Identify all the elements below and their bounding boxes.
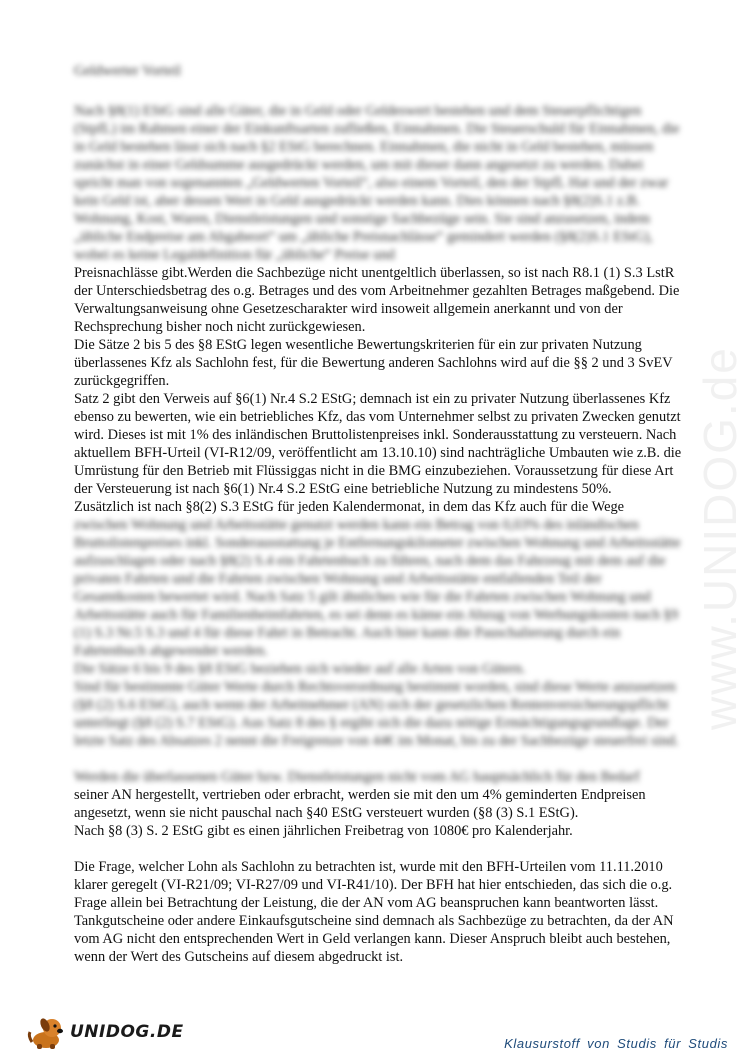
paragraph-bewertungskriterien: Die Sätze 2 bis 5 des §8 EStG legen wesentliche Bewertungskriterien für ein zur privaten Nutzung überlassenes Kfz als Sachlohn fest, für die Bewertung anderen Sachlohns wird auf die §§ 2 und 3 SvEV zurückgegriffen. xyxy=(74,337,673,389)
logo-text: UNIDOG.DE xyxy=(70,1022,184,1042)
paragraph-wege-blurred: zwischen Wohnung und Arbeitsstätte genutzt werden kann ein Betrag von 0,03% des inländischen Bruttolistenpreises inkl. Sonderausstattung je Entfernungskilometer zwischen Wohnung und Arbeitsstätte aufzuschlagen oder nach §8(2) S.4 ein Fahrtenbuch zu führen, nach dem das Fahrzeug mit dem auf die privaten Fahrten und die Fahrten zwischen Wohnung und Arbeitsstätte entfallenden Teil der Gesamtkosten bewertet wird. Nach Satz 5 gilt ähnliches wie für die Fahrten zwischen Wohnung und Arbeitsstätte auch für Familienheimfahrten, es sei denn es käme ein Abzug von Werbungskosten nach §9 (1) S.3 Nr.5 S.3 und 4 für diese Fahrt in Betracht. Auch hier kann die Pauschalierung durch ein Fahrtenbuch abgewendet werden. xyxy=(74,517,681,659)
unidog-logo[interactable] xyxy=(26,1014,184,1050)
paragraph-endpreise: seiner AN hergestellt, vertrieben oder erbracht, werden sie mit den um 4% geminderten Endpreisen angesetzt, wenn sie nicht pauschal nach §40 EStG versteuert wurden (§8 (3) S.1 EStG). xyxy=(74,787,646,821)
paragraph-freibetrag: Nach §8 (3) S. 2 EStG gibt es einen jährlichen Freibetrag von 1080€ pro Kalenderjahr. xyxy=(74,823,573,839)
document-heading: Geldwerter Vorteil xyxy=(74,63,181,79)
footer xyxy=(0,1010,750,1060)
dog-icon xyxy=(26,1014,68,1050)
footer-tagline: Klausurstoff von Studis für Studis xyxy=(504,1036,728,1051)
watermark xyxy=(692,280,748,730)
paragraph-zusatz-start: Zusätzlich ist nach §8(2) S.3 EStG für jeden Kalendermonat, in dem das Kfz auch für die Wege xyxy=(74,499,625,515)
intro-paragraph-blurred: Nach §8(1) EStG sind alle Güter, die in Geld oder Geldeswert bestehen und dem Steuerpflichtigen (StpfL) im Rahmen einer der Einkunftsarten zufließen, Einnahmen. Die Steuerschuld für Einnahmen, die in Geld bestehen lässt sich nach §2 EStG berechnen. Einnahmen, die nicht in Geld bestehen, müssen zunächst in einer Geldsumme ausgedrückt werden, um mit dieser dann angesetzt zu werden. Dabei spricht man von sogenannten „Geldwerten Vorteil“, also einem Vorteil, den der StpfL Hat und der zwar kein Geld ist, aber dessen Wert in Geld ausgedrückt werden kann. Dies können nach §8(2)S.1 z.B. Wohnung, Kost, Waren, Dienstleistungen und sonstige Sachbezüge sein. Sie sind anzusetzen, indem „übliche Endpreise am Abgabeort“ um „übliche Preisnachlässe“ gemindert werden (§8(2)S.1 EStG), wobei es keine Legaldefinition für „übliche“ Preise und xyxy=(74,103,680,263)
document-body xyxy=(74,62,686,966)
watermark-text: www.UNIDOG.de xyxy=(694,346,746,730)
paragraph-sachbezuege: Preisnachlässe gibt.Werden die Sachbezüge nicht unentgeltlich überlassen, so ist nach R8.1 (1) S.3 LstR der Unterschiedsbetrag des o.g. Betrages und des vom Arbeitnehmer gezahlten Betrages maßgebend. Die Verwaltungsanweisung ohne Gesetzescharakter wird insoweit allgemein anerkannt und von der Rechsprechung bisher noch nicht zurückgewiesen. xyxy=(74,265,680,335)
paragraph-bfh-urteile: Die Frage, welcher Lohn als Sachlohn zu betrachten ist, wurde mit den BFH-Urteilen vom 11.11.2010 klarer geregelt (VI-R21/09; VI-R27/09 und VI-R41/10). Der BFH hat hier entschieden, das sich die o.g. Frage allein bei Betrachtung der Leistung, die der AN vom AG beanspruchen kann beantworten lässt. Tankgutscheine oder andere Einkaufsgutscheine sind demnach als Sachbezüge zu betrachten, da der AN vom AG nicht den entsprechenden Wert in Geld verlangen kann. Dieser Anspruch bleibt auch bestehen, wenn der Wert des Gutscheins auf diesem abgedruckt ist. xyxy=(74,859,674,965)
paragraph-rechtsverordnung-blurred: Sind für bestimmte Güter Werte durch Rechtsverordnung bestimmt worden, sind diese Werte anzusetzen (§8 (2) S.6 EStG), auch wenn der Arbeitnehmer (AN) sich der gesetzlichen Rentenversicherungspflicht unterliegt (§8 (2) S.7 EStG). Aus Satz 8 des § ergibt sich die dazu nötige Ermächtigungsgrundlage. Der letzte Satz des Absatzes 2 nennt die Freigrenze von 44€ im Monat, bis zu der Sachbezüge steuerfrei sind. xyxy=(74,679,679,749)
paragraph-kfz-bewertung: Satz 2 gibt den Verweis auf §6(1) Nr.4 S.2 EStG; demnach ist ein zu privater Nutzung überlassenes Kfz ebenso zu bewerten, wie ein betriebliches Kfz, das vom Unternehmer selbst zu privaten Zwecken genutzt wird. Dieses ist mit 1% des inländischen Bruttolistenpreises inkl. Sonderausstattung zu versteuern. Nach aktuellem BFH-Urteil (VI-R12/09, veröffentlicht am 13.10.10) sind nachträgliche Umbauten wie z.B. die Umrüstung für den Betrieb mit Flüssiggas nicht in die BMG einzubeziehen. Voraussetzung für diese Art der Versteuerung ist nach §6(1) Nr.4 S.2 EStG eine betriebliche Nutzung zu mindestens 50%. xyxy=(74,391,682,497)
paragraph-saetze-blurred: Die Sätze 6 bis 9 des §8 EStG beziehen sich wieder auf alle Arten von Gütern. xyxy=(74,661,526,677)
paragraph-gueter-blurred: Werden die überlassenen Güter bzw. Dienstleistungen nicht vom AG hauptsächlich für den Bedarf xyxy=(74,769,640,785)
